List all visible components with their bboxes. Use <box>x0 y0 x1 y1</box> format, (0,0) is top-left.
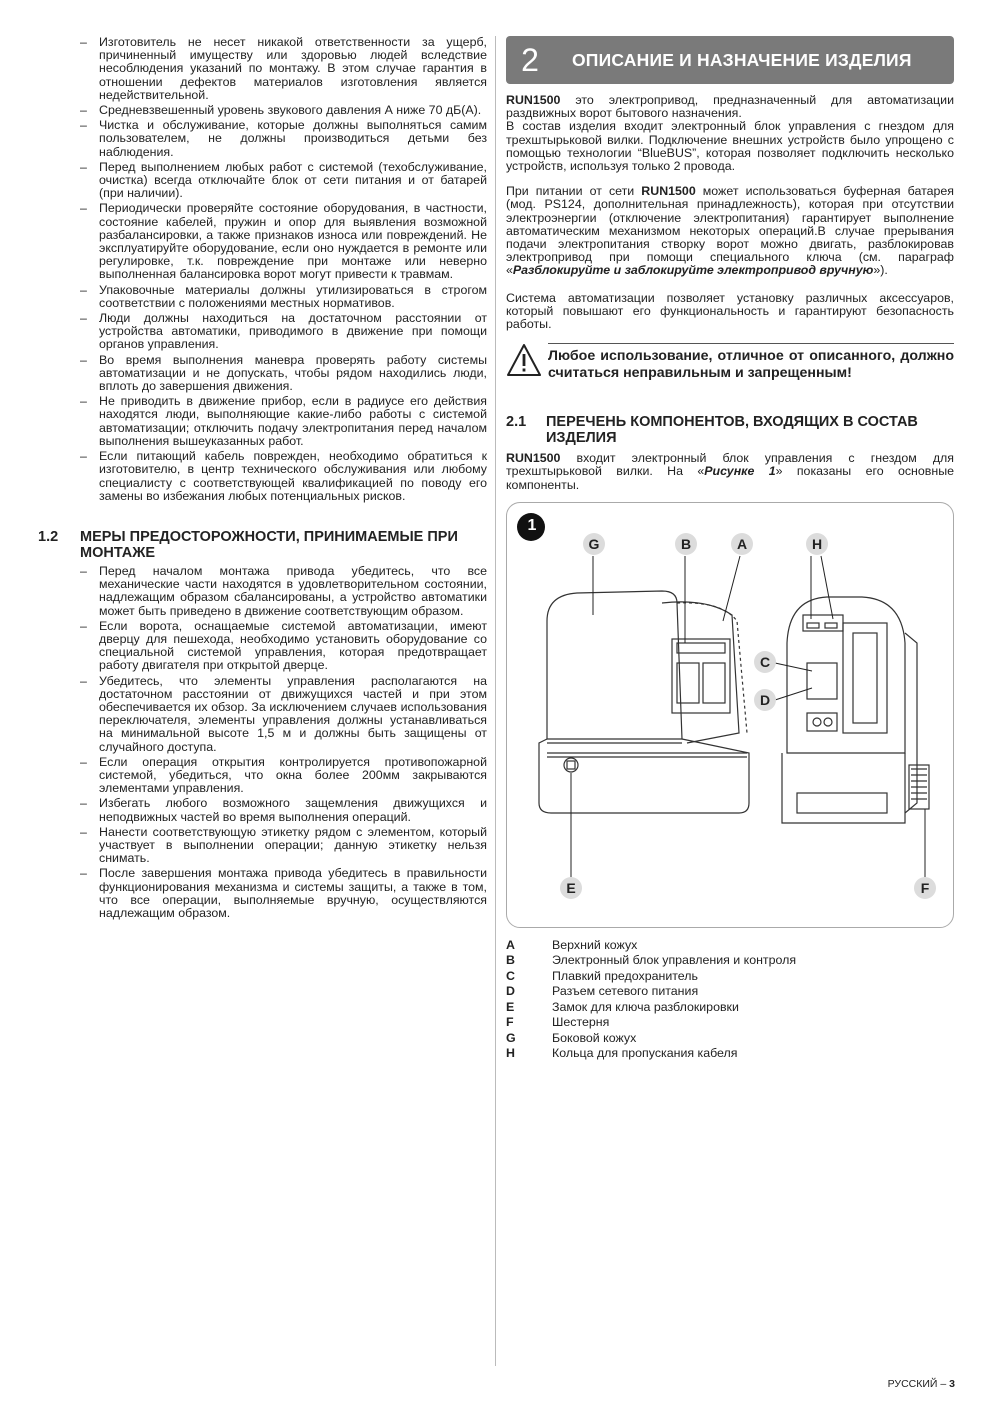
warning-box <box>506 343 954 381</box>
product-name: RUN1500 <box>506 93 561 107</box>
legend-text: Верхний кожух <box>552 937 638 952</box>
bullet-item: – Упаковочные материалы должны утилизироваться в строгом соответствии с положениями местных нормативов. <box>80 284 487 310</box>
figure-reference: Рисунке 1 <box>704 464 776 479</box>
installation-bullets <box>80 565 487 920</box>
product-name: RUN1500 <box>641 184 696 199</box>
page-footer <box>888 1378 955 1390</box>
legend-text: Электронный блок управления и контроля <box>552 953 797 968</box>
paragraph-text: » показаны его основные компоненты. <box>506 464 954 492</box>
motor-drawing <box>507 503 953 927</box>
bullet-item: – Если ворота, оснащаемые системой автоматизации, имеют дверцу для пешехода, необходимо установить оборудование со специальной системой управления, которая предотвращает работу двигателя при открытой дверце. <box>80 620 487 673</box>
section-1-2-heading <box>38 528 487 561</box>
figure-label-c: C <box>754 651 776 673</box>
section-number: 1.2 <box>38 528 59 545</box>
legend-key: H <box>506 1046 515 1061</box>
accessories-paragraph: Система автоматизации позволяет установку различных аксессуаров, который повышают его функциональность и гарантируют безопасность работы. <box>506 290 954 332</box>
paragraph-text: входит электронный блок управления с гнездом для трехштырьковой вилки. На « <box>506 451 954 479</box>
figure-label-a: A <box>731 533 753 555</box>
legend-row <box>506 1000 954 1016</box>
figure-label-b: B <box>675 533 697 555</box>
bullet-item: – Средневзвешенный уровень звукового давления А ниже 70 дБ(А). <box>80 104 487 117</box>
legend-key: A <box>506 937 515 952</box>
legend-row <box>506 938 954 954</box>
left-column <box>38 35 487 922</box>
legend-row <box>506 1046 954 1062</box>
legend-key: B <box>506 953 515 968</box>
figure-label-g: G <box>583 533 605 555</box>
footer-language: РУССКИЙ – <box>887 1378 950 1390</box>
bullet-item: – Убедитесь, что элементы управления располагаются на достаточном расстоянии от движущихся частей и при этом обеспечивается их обзор. За исключением случаев использования переключателя, элементы управления должны устанавливаться на минимальной высоте 1,5 м и должны быть защищены от случайного доступа. <box>80 675 487 754</box>
battery-paragraph <box>506 185 954 277</box>
figure-label-e: E <box>560 877 582 899</box>
legend-row <box>506 953 954 969</box>
legend-key: C <box>506 968 515 983</box>
legend-text: Кольца для пропускания кабеля <box>552 1046 738 1061</box>
paragraph-text: В состав изделия входит электронный блок управления с гнездом для трехштырьковой вилки. Подключение внешних устройств было упрощено с помощью технологии “BlueBUS”, которая позволяет подключить несколько устройств, используя только 2 провода. <box>506 119 954 174</box>
legend-key: F <box>506 1015 514 1030</box>
bullet-item: – Изготовитель не несет никакой ответственности за ущерб, причиненный имуществу или здоровью людей вследствие несоблюдения указаний по монтажу. В этом случае гарантия в отношении дефектов материалов изготовления является недействительной. <box>80 36 487 102</box>
figure-label-d: D <box>754 689 776 711</box>
figure-1 <box>506 502 954 928</box>
figure-legend <box>506 938 954 1062</box>
section-2-1-heading <box>506 415 954 446</box>
chapter-banner <box>506 36 954 84</box>
section-title: МЕРЫ ПРЕДОСТОРОЖНОСТИ, ПРИНИМАЕМЫЕ ПРИ МОНТАЖЕ <box>80 528 458 561</box>
section-number: 2.1 <box>506 414 527 431</box>
paragraph-text: »). <box>873 263 888 278</box>
paragraph-text: это электропривод, предназначенный для автоматизации раздвижных ворот бытового назначения. <box>506 93 954 121</box>
legend-row <box>506 969 954 985</box>
bullet-item: – Нанести соответствующую этикетку рядом с элементом, который участвует в выполнении операции; данную этикетку нельзя снимать. <box>80 826 487 866</box>
bullet-item: – После завершения монтажа привода убедитесь в правильности функционирования механизма и системы защиты, а также в том, что все операции, выполняемые вручную, осуществляются надлежащим образом. <box>80 867 487 920</box>
legend-text: Шестерня <box>552 1015 610 1030</box>
legend-text: Плавкий предохранитель <box>552 968 698 983</box>
page-number: 3 <box>949 1378 955 1390</box>
safety-bullets <box>80 36 487 503</box>
section-title: ПЕРЕЧЕНЬ КОМПОНЕНТОВ, ВХОДЯЩИХ В СОСТАВ ИЗДЕЛИЯ <box>546 414 918 446</box>
legend-key: D <box>506 984 515 999</box>
figure-number: 1 <box>527 516 537 534</box>
legend-key: E <box>506 999 515 1014</box>
bullet-item: – Чистка и обслуживание, которые должны выполняться самим пользователем, не должны производиться детьми без наблюдения. <box>80 119 487 159</box>
bullet-item: – Избегать любого возможного защемления движущихся и неподвижных частей во время выполнения операций. <box>80 797 487 823</box>
legend-text: Боковой кожух <box>552 1030 637 1045</box>
legend-row <box>506 1015 954 1031</box>
bullet-item: – Перед выполнением любых работ с системой (техобслуживание, очистка) всегда отключайте блок от сети питания и от батарей (при наличии). <box>80 161 487 201</box>
legend-key: G <box>506 1030 516 1045</box>
bullet-item: – Если операция открытия контролируется противопожарной системой, убедиться, что окна более 200мм закрываются элементами управления. <box>80 756 487 796</box>
paragraph-text: При питании от сети <box>506 184 642 199</box>
legend-text: Замок для ключа разблокировки <box>552 999 739 1014</box>
legend-row <box>506 1031 954 1047</box>
warning-text: Любое использование, отличное от описанного, должно считаться неправильным и запрещенным! <box>548 343 954 381</box>
chapter-title: ОПИСАНИЕ И НАЗНАЧЕНИЕ ИЗДЕЛИЯ <box>572 49 912 70</box>
bullet-item: – Перед началом монтажа привода убедитесь, что все механические части находятся в удовлетворительном состоянии, надлежащим образом сбалансированы, а устройство автоматики может быть приведено в движение соответствующим образом. <box>80 565 487 618</box>
column-divider <box>495 36 496 1366</box>
paragraph-text: может использоваться буферная батарея (мод. PS124, дополнительная принадлежность), которая при отсутствии электроэнергии (отключение электропитания) гарантирует выполнение автоматическим механизмом некоторых операций.В случае прерывания подачи электропитания створку ворот можно двигать, разблокировав электропривод при помощи специального ключа (см. параграф « <box>506 184 955 278</box>
components-paragraph <box>506 452 954 492</box>
intro-paragraph <box>506 94 954 173</box>
product-name: RUN1500 <box>506 451 561 466</box>
legend-row <box>506 984 954 1000</box>
bullet-item: – Не приводить в движение прибор, если в радиусе его действия находятся люди, выполняющие какие-либо работы с системой автоматизации; отключить подачу электропитания перед началом выполнения вышеуказанных работ. <box>80 395 487 448</box>
right-column <box>506 36 954 1062</box>
bullet-item: – Люди должны находиться на достаточном расстоянии от устройства автоматики, приводимого в движение при помощи органов управления. <box>80 312 487 352</box>
figure-label-h: H <box>806 533 828 555</box>
section-reference: Разблокируйте и заблокируйте электропривод вручную <box>512 263 874 278</box>
bullet-item: – Во время выполнения маневра проверять работу системы автоматизации и не допускать, чтобы рядом находились люди, вплоть до завершения движения. <box>80 354 487 394</box>
figure-label-f: F <box>914 877 936 899</box>
chapter-number: 2 <box>521 41 539 78</box>
bullet-item: – Если питающий кабель поврежден, необходимо обратиться к изготовителю, в центр технического обслуживания или любому специалисту с соответствующей квалификацией по поводу его замены во избежания любых потенциальных рисков. <box>80 450 487 503</box>
legend-text: Разъем сетевого питания <box>552 984 699 999</box>
bullet-item: – Периодически проверяйте состояние оборудования, в частности, состояние кабелей, пружин и опор для выявления возможной разбалансировки, а также признаков износа или повреждений. Не эксплуатируйте оборудование, если оно нуждается в ремонте или регулировке, т.к. повреждение при монтаже или неверно выполненная балансировка ворот могут привести к травмам. <box>80 202 487 281</box>
warning-triangle-icon <box>506 343 542 377</box>
